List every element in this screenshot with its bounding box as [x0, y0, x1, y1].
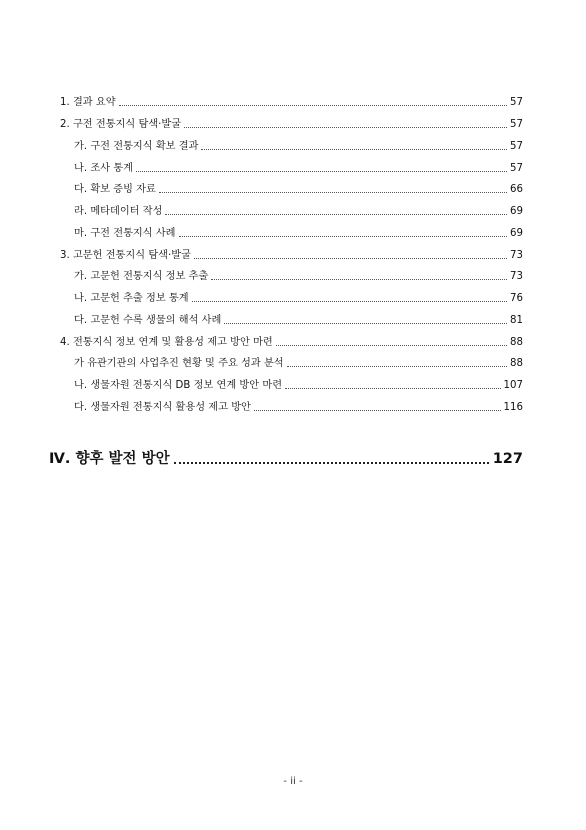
toc-entry-title: 나. 조사 통계 — [74, 163, 133, 174]
dot-leader — [211, 278, 507, 280]
toc-entry[interactable] — [60, 118, 523, 132]
toc-entry[interactable] — [74, 314, 523, 328]
toc-entry-title: 1. 결과 요약 — [60, 97, 116, 108]
dot-leader — [287, 365, 507, 367]
page-number: - ii - — [283, 776, 303, 787]
toc-entry-page: 57 — [510, 119, 523, 130]
dot-leader — [165, 213, 507, 215]
toc-entry-page: 57 — [510, 163, 523, 174]
toc-entry-title: 가. 고문헌 전통지식 정보 추출 — [74, 271, 209, 282]
toc-entry-page: 116 — [503, 402, 523, 413]
toc-entry[interactable] — [74, 227, 523, 241]
dot-leader — [159, 191, 507, 193]
toc-entry-page: 88 — [510, 337, 523, 348]
toc-entry-page: 76 — [510, 293, 523, 304]
toc-entry[interactable] — [74, 205, 523, 219]
toc-entry-page: 57 — [510, 141, 523, 152]
toc-entry[interactable] — [74, 357, 523, 371]
toc-entry-title: 라. 메타데이터 작성 — [74, 206, 163, 217]
toc-entry-title: 나. 생물자원 전통지식 DB 정보 연계 방안 마련 — [74, 380, 283, 391]
dot-leader — [194, 257, 507, 259]
dot-leader — [184, 126, 507, 128]
dot-leader — [179, 235, 508, 237]
toc-entry-title: 가. 구전 전통지식 확보 결과 — [74, 141, 199, 152]
toc-entry[interactable] — [60, 96, 523, 110]
toc-entry[interactable] — [74, 270, 523, 284]
toc-entry-title: 나. 고문헌 추출 정보 통계 — [74, 293, 189, 304]
toc-entry-title: 마. 구전 전통지식 사례 — [74, 228, 176, 239]
toc-entry-page: 69 — [510, 228, 523, 239]
toc-entry[interactable] — [74, 401, 523, 415]
toc-entry-title: 다. 생물자원 전통지식 활용성 제고 방안 — [74, 402, 251, 413]
dot-leader — [254, 409, 501, 411]
toc-entry-title: 다. 고문헌 수록 생물의 해석 사례 — [74, 315, 222, 326]
toc-entry-page: 69 — [510, 206, 523, 217]
dot-leader — [276, 344, 507, 346]
dot-leader — [224, 322, 507, 324]
dot-leader — [201, 148, 507, 150]
toc-major-title: Ⅳ. 향후 발전 방안 — [49, 451, 170, 467]
toc-entry-title: 가 유관기관의 사업추진 현황 및 주요 성과 분석 — [74, 358, 284, 369]
toc-entry-page: 66 — [510, 184, 523, 195]
toc-entry[interactable] — [74, 183, 523, 197]
toc-entry-page: 73 — [510, 271, 523, 282]
toc-entry-page: 107 — [503, 380, 523, 391]
dot-leader — [285, 387, 501, 389]
toc-entry-title: 4. 전통지식 정보 연계 및 활용성 제고 방안 마련 — [60, 337, 273, 348]
toc-entry-page: 88 — [510, 358, 523, 369]
toc-entry[interactable] — [74, 140, 523, 154]
toc-entry-page: 73 — [510, 250, 523, 261]
toc-entry-page: 81 — [510, 315, 523, 326]
toc-entry-title: 2. 구전 전통지식 탐색·발굴 — [60, 119, 182, 130]
dot-leader — [192, 300, 507, 302]
toc-entry[interactable] — [60, 336, 523, 350]
toc-entry-title: 3. 고문헌 전통지식 탐색·발굴 — [60, 250, 191, 261]
toc-entry[interactable] — [60, 249, 523, 263]
toc-entry[interactable] — [74, 162, 523, 176]
toc-entry-title: 다. 확보 증빙 자료 — [74, 184, 156, 195]
dot-leader — [174, 461, 489, 464]
dot-leader — [119, 104, 507, 106]
toc-major-entry[interactable] — [49, 450, 523, 468]
toc-entry-page: 57 — [510, 97, 523, 108]
dot-leader — [136, 170, 507, 172]
toc-entry[interactable] — [74, 379, 523, 393]
toc-entry[interactable] — [74, 292, 523, 306]
toc-major-page: 127 — [492, 451, 523, 467]
